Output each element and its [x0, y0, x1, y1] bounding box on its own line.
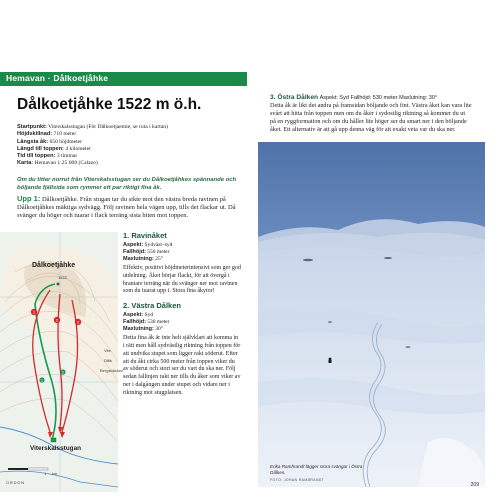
photo-credit: FOTO: JOHAN RAMBRANDT — [270, 478, 325, 482]
ascent-marker-1: 1 — [41, 378, 43, 383]
route-marker-2: 2 — [55, 317, 59, 323]
hut-icon — [51, 438, 56, 442]
ski-variants-column — [123, 231, 241, 398]
meta-fall: Fallhöjd: 530 meter — [350, 95, 398, 101]
intro-paragraph: Om du tittar norrut från Viterskalsstugan ser du Dålkoetjåhkes spännande och böljande fjällsida som rymmer ett par riktigt fina åk. — [17, 177, 237, 191]
variant-heading: 1. Ravinåket — [123, 231, 167, 240]
photo-svg — [258, 142, 485, 487]
map-hut-label: Viterskalsstugan — [30, 445, 82, 452]
route-map — [0, 232, 124, 492]
map-scale-value: 1 — [44, 471, 47, 476]
meta-aspect: Aspekt: Syd — [319, 95, 349, 101]
page-number: 209 — [470, 482, 479, 488]
fact-label: Längd till toppen: — [17, 145, 64, 152]
variant-block — [123, 301, 241, 397]
fact-label: Längsta åk: — [17, 138, 49, 145]
map-scale-unit: km — [52, 471, 58, 476]
variant-text: Detta åk är likt det andra på framsidan böljande och fint. Västra åket kan vara lite svårt att hitta från toppen men om du åker i sydostlig riktning så kommer du ut på en ryggformation och om du håller lite höger ser du smart ner i den böljande åket. Ett alternativ är att gå upp denna väg för att exakt veta var du ska ner. — [270, 102, 472, 133]
meta-label: Aspekt: — [123, 312, 144, 319]
meta-label: Maxlutning: — [123, 326, 154, 333]
meta-label: Fallhöjd: — [123, 319, 146, 326]
ascent-label: Upp 1: — [17, 194, 41, 203]
fact-row — [17, 139, 239, 146]
snow-slope-photo — [258, 142, 485, 487]
fact-value: 4 kilometer — [65, 145, 91, 152]
meta-value: 530 meter — [147, 319, 170, 326]
photo-caption: Erika Ramhrandt lägger stora svängar i Östra Dålken. — [270, 464, 363, 475]
fact-label: Höjdskillnad: — [17, 131, 53, 138]
ascent-paragraph — [17, 195, 239, 221]
fact-label: Karta: — [17, 160, 34, 167]
ascent-marker-2: 2 — [62, 370, 64, 375]
fact-value: Hemavan 1:25 000 (Calazo) — [34, 160, 98, 167]
fact-row — [17, 124, 239, 131]
facts-list — [17, 124, 239, 168]
meta-value: 550 meter — [147, 249, 170, 255]
meta-value: 30° — [155, 326, 163, 333]
map-place-label: Vite — [104, 348, 111, 353]
variant-heading: 3. Östra Dålken — [270, 94, 319, 101]
meta-value: Syd — [144, 312, 154, 319]
section-header-bar — [0, 72, 247, 86]
fact-value: 3 timmar — [56, 153, 78, 160]
variant-block — [123, 231, 241, 296]
fact-value: 650 höjdmeter — [49, 138, 82, 145]
fact-row — [17, 146, 239, 153]
fact-row — [17, 160, 239, 167]
meta-value: 25° — [155, 256, 163, 262]
variant-text: Detta fina åk är inte helt självklart att komma in i rätt men håll sydvästlig riktning från toppen för att undvika stupet som ligger rakt söderut. Efter att du åkt cirka 500 meter från toppen viker du av söderut och stort ser du vart du ska ner. Följ sedan fallinjen rakt ner tills du åker som viker av ner i dalgången under stupet och vidare ner i riktning mot stugplatsen. — [123, 335, 241, 396]
map-place-label: Dålk — [104, 358, 113, 363]
ascent-text: Dålkoetjåhke. Från stugan tar du sikte mot den västra breda ravinen på Dålkoetjåhkes mäktiga sydvägg. Följ ravinen hela vägen upp, tills det flackar ut. Då svänger du höger och tuarar i flack terräng sista biten mot toppen. — [17, 196, 236, 220]
variant-3-paragraph — [270, 94, 472, 134]
meta-label: Maxlutning: — [123, 256, 154, 262]
map-mountain-label: Dålkoetjåhke — [32, 262, 76, 269]
map-bottom-label: ORDON — [6, 480, 25, 485]
route-marker-1: 1 — [32, 309, 36, 315]
section-title: Hemavan · Dålkoetjåhke — [6, 73, 109, 83]
map-place-label: Bergsbäcken — [100, 368, 124, 373]
variant-meta — [123, 312, 241, 333]
fact-label: Startpunkt: — [17, 124, 47, 130]
fact-row — [17, 131, 239, 138]
map-svg — [0, 232, 124, 492]
meta-label: Aspekt: — [123, 242, 144, 248]
fact-value: 710 meter — [53, 131, 77, 138]
meta-value: Sydväst–syd — [144, 242, 173, 248]
meta-label: Fallhöjd: — [123, 249, 146, 255]
page-title: Dålkoetjåhke 1522 m ö.h. — [17, 96, 202, 113]
variant-meta — [123, 242, 241, 263]
fact-label: Tid till toppen: — [17, 153, 56, 160]
skier — [329, 358, 332, 363]
route-marker-3: 3 — [76, 319, 80, 325]
variant-text: Effektiv, positivt höjdmeterintensivt som ger god utdelning. Åket börjar flackt, för att övergå i brantare terräng när du svänger ner mot ravinen som du tuarat upp i. Stora fina åkytor! — [123, 265, 241, 295]
left-page — [0, 65, 247, 492]
variant-heading: 2. Västra Dålken — [123, 301, 181, 311]
meta-maxslope: Maxlutning: 30° — [399, 95, 438, 101]
fact-value: Viterskalsstugan (För Dålkoetjaemie, se ruta i kartan) — [48, 124, 168, 130]
right-page — [250, 65, 485, 492]
map-elevation-label: 1522 — [58, 275, 67, 280]
